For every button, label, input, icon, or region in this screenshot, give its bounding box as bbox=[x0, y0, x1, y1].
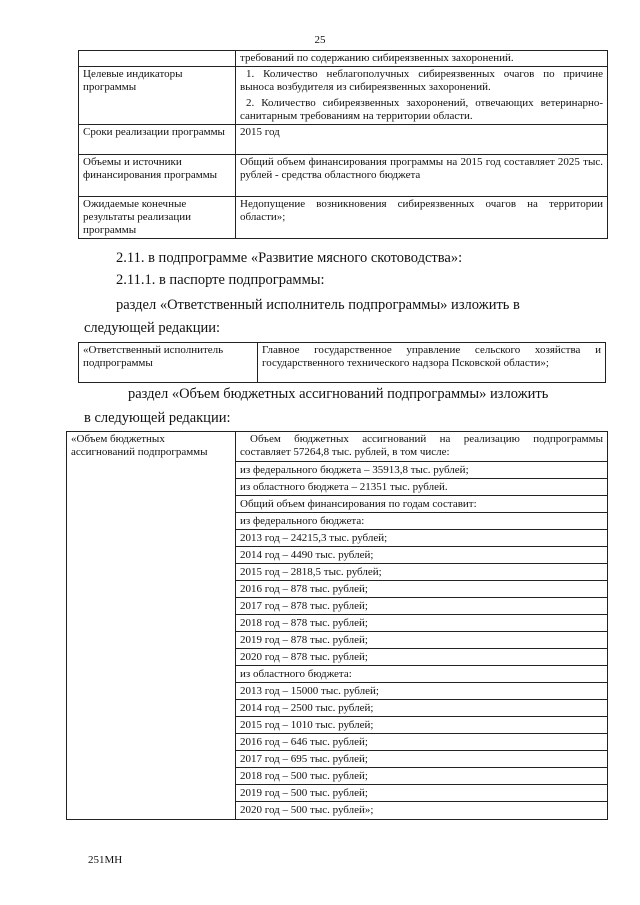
table-cell: Общий объем финансирования программы на 2015 год составляет 2025 тыс. рублей - средства областного бюджета bbox=[236, 155, 608, 197]
table-cell-label: «Объем бюджетных ассигнований подпрограммы bbox=[67, 432, 236, 820]
table-row bbox=[79, 51, 608, 67]
budget-line: Общий объем финансирования по годам составит: bbox=[236, 496, 607, 513]
page-number: 25 bbox=[314, 34, 326, 46]
table-cell: Недопущение возникновения сибиреязвенных очагов на территории области»; bbox=[236, 197, 608, 239]
budget-line: из федерального бюджета: bbox=[236, 513, 607, 530]
paragraph-2-11-1: 2.11.1. в паспорте подпрограммы: bbox=[116, 272, 325, 288]
table-cell: 2015 год bbox=[236, 125, 608, 155]
budget-line: 2016 год – 646 тыс. рублей; bbox=[236, 734, 607, 751]
table-row bbox=[79, 197, 608, 239]
budget-line: 2013 год – 15000 тыс. рублей; bbox=[236, 683, 607, 700]
budget-line: 2017 год – 878 тыс. рублей; bbox=[236, 598, 607, 615]
budget-line: 2019 год – 500 тыс. рублей; bbox=[236, 785, 607, 802]
table-row bbox=[79, 67, 608, 125]
budget-allocation-table bbox=[66, 431, 608, 820]
table-cell-label: Целевые индикаторы программы bbox=[79, 67, 236, 125]
table-cell bbox=[236, 432, 608, 820]
table-cell-label: Ожидаемые конечные результаты реализации программы bbox=[79, 197, 236, 239]
table-cell-label: «Ответственный исполнитель подпрограммы bbox=[79, 343, 258, 383]
budget-line: 2018 год – 878 тыс. рублей; bbox=[236, 615, 607, 632]
budget-line: 2018 год – 500 тыс. рублей; bbox=[236, 768, 607, 785]
indicator-2: 2. Количество сибиреязвенных захоронений, отвечающих ветеринарно-санитарным требованиям на территории области. bbox=[240, 97, 603, 122]
table-cell bbox=[236, 67, 608, 125]
budget-intro: Объем бюджетных ассигнований на реализацию подпрограммы составляет 57264,8 тыс. рублей, в том числе: bbox=[236, 433, 607, 462]
budget-line: 2014 год – 4490 тыс. рублей; bbox=[236, 547, 607, 564]
budget-line: 2019 год – 878 тыс. рублей; bbox=[236, 632, 607, 649]
table-cell: требований по содержанию сибиреязвенных захоронений. bbox=[236, 51, 608, 67]
budget-line: из областного бюджета – 21351 тыс. рублей. bbox=[236, 479, 607, 496]
paragraph-section-budget-cont: в следующей редакции: bbox=[84, 410, 231, 426]
budget-line: 2020 год – 500 тыс. рублей»; bbox=[240, 804, 374, 816]
budget-line: 2015 год – 1010 тыс. рублей; bbox=[236, 717, 607, 734]
paragraph-section-budget: раздел «Объем бюджетных ассигнований подпрограммы» изложить bbox=[128, 386, 549, 402]
table-row bbox=[79, 125, 608, 155]
table-cell: Главное государственное управление сельского хозяйства и государственного технического надзора Псковской области»; bbox=[258, 343, 606, 383]
table-cell-label: Объемы и источники финансирования программы bbox=[79, 155, 236, 197]
paragraph-section-responsible: раздел «Ответственный исполнитель подпрограммы» изложить в bbox=[116, 297, 520, 313]
responsible-executor-table bbox=[78, 342, 606, 383]
program-passport-table bbox=[78, 50, 608, 239]
table-row bbox=[67, 432, 608, 820]
budget-line: из областного бюджета: bbox=[236, 666, 607, 683]
indicator-1: 1. Количество неблагополучных сибиреязвенных очагов по причине выноса возбудителя из сибиреязвенных захоронений. bbox=[240, 68, 603, 93]
table-row bbox=[79, 155, 608, 197]
table-row bbox=[79, 343, 606, 383]
budget-line: 2016 год – 878 тыс. рублей; bbox=[236, 581, 607, 598]
table-cell-label: Сроки реализации программы bbox=[79, 125, 236, 155]
budget-line: 2014 год – 2500 тыс. рублей; bbox=[236, 700, 607, 717]
budget-line: 2015 год – 2818,5 тыс. рублей; bbox=[236, 564, 607, 581]
footer-code: 251МН bbox=[88, 854, 123, 866]
table-cell-empty bbox=[79, 51, 236, 67]
paragraph-2-11: 2.11. в подпрограмме «Развитие мясного скотоводства»: bbox=[116, 250, 463, 266]
budget-line: 2017 год – 695 тыс. рублей; bbox=[236, 751, 607, 768]
budget-line: 2013 год – 24215,3 тыс. рублей; bbox=[236, 530, 607, 547]
budget-line: 2020 год – 878 тыс. рублей; bbox=[236, 649, 607, 666]
budget-line: из федерального бюджета – 35913,8 тыс. рублей; bbox=[236, 462, 607, 479]
paragraph-section-responsible-cont: следующей редакции: bbox=[84, 320, 221, 336]
